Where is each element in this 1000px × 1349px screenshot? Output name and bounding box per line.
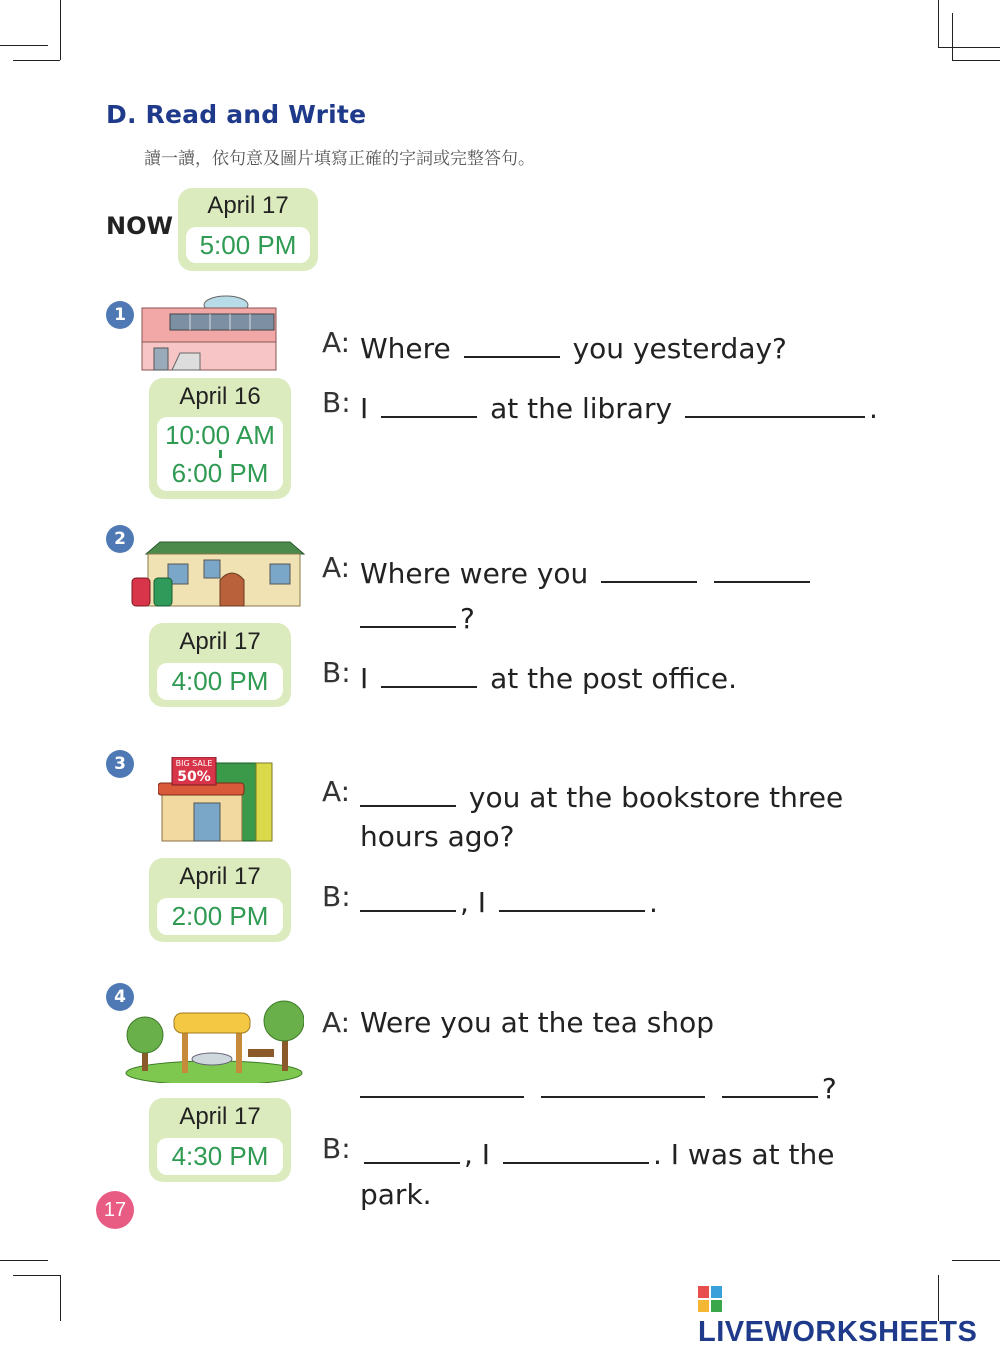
item2-question-cont (356, 596, 475, 635)
answer-blank[interactable] (722, 1066, 818, 1098)
now-date-box (178, 188, 318, 271)
item3-question-cont (360, 820, 515, 853)
item4-date-box (149, 1098, 291, 1182)
liveworksheets-logo (698, 1283, 1000, 1349)
answer-text: , I (460, 886, 487, 919)
question-text: Were you at the tea shop (360, 1006, 715, 1039)
item4-date: April 17 (179, 1103, 261, 1130)
answer-blank[interactable] (364, 1132, 460, 1164)
answer-text: . I was at the (652, 1138, 835, 1171)
item1-time-panel (157, 417, 283, 491)
item4-answer-cont (360, 1178, 432, 1211)
crop-mark (60, 1275, 61, 1321)
crop-mark (938, 47, 1000, 48)
now-date: April 17 (207, 192, 289, 219)
answer-text: at the post office. (490, 662, 738, 695)
answer-text: park. (360, 1178, 432, 1211)
answer-blank[interactable] (360, 880, 456, 912)
answer-text: at the library (490, 392, 673, 425)
brand-name: LIVEWORKSHEETS (698, 1316, 978, 1348)
answer-blank[interactable] (360, 775, 456, 807)
item2-date: April 17 (179, 628, 261, 655)
answer-blank[interactable] (381, 386, 477, 418)
item3-date: April 17 (179, 863, 261, 890)
answer-blank[interactable] (714, 551, 810, 583)
item1-date-box (149, 378, 291, 499)
crop-mark (0, 45, 48, 46)
item1-question (360, 326, 787, 365)
item3-answer (356, 880, 658, 919)
speaker-b: B: (322, 1132, 351, 1165)
question-text: you at the bookstore three (468, 781, 844, 814)
crop-mark (952, 60, 1000, 61)
section-title: D. Read and Write (106, 100, 367, 129)
sale-sign-percent: 50% (177, 769, 211, 785)
speaker-b: B: (322, 880, 351, 913)
crop-mark (0, 1260, 48, 1261)
answer-blank[interactable] (360, 1066, 524, 1098)
item4-time: 4:30 PM (157, 1138, 283, 1175)
question-text: Where were you (360, 557, 589, 590)
park-illustration (124, 995, 304, 1083)
item4-question-cont (356, 1066, 837, 1105)
crop-mark (938, 0, 939, 48)
time-range-tick (219, 450, 222, 458)
item1-date: April 16 (179, 383, 261, 410)
item-number: 3 (106, 750, 134, 778)
question-text: you yesterday? (572, 332, 787, 365)
item2-question (360, 551, 814, 590)
answer-blank[interactable] (360, 596, 456, 628)
answer-blank[interactable] (499, 880, 645, 912)
answer-blank[interactable] (503, 1132, 649, 1164)
speaker-b: B: (322, 386, 351, 419)
item2-date-box (149, 623, 291, 707)
bookstore-illustration (158, 757, 274, 843)
item2-answer (360, 656, 737, 695)
item4-answer (360, 1132, 834, 1171)
answer-blank[interactable] (464, 326, 560, 358)
crop-mark (952, 13, 953, 60)
answer-blank[interactable] (381, 656, 477, 688)
question-text: ? (460, 602, 475, 635)
speaker-a: A: (322, 551, 351, 584)
speaker-b: B: (322, 656, 351, 689)
answer-text: , I (464, 1138, 491, 1171)
answer-blank[interactable] (685, 386, 865, 418)
question-text: Where (360, 332, 451, 365)
logo-icon (698, 1286, 722, 1312)
sale-sign-text: BIG SALE (175, 759, 213, 768)
crop-mark (13, 60, 60, 61)
speaker-a: A: (322, 775, 351, 808)
answer-text: I (360, 662, 369, 695)
item4-question (360, 1006, 714, 1039)
item1-time-start: 10:00 AM (165, 420, 275, 450)
item1-time-end: 6:00 PM (171, 458, 269, 488)
speaker-a: A: (322, 326, 351, 359)
answer-text: . (648, 886, 658, 919)
library-illustration (140, 293, 278, 373)
item-number: 2 (106, 525, 134, 553)
page-number: 17 (96, 1191, 134, 1229)
now-time: 5:00 PM (186, 227, 310, 263)
item2-time: 4:00 PM (157, 663, 283, 700)
crop-mark (13, 1275, 60, 1276)
answer-text: . (868, 392, 878, 425)
crop-mark (60, 0, 61, 60)
question-text: hours ago? (360, 820, 515, 853)
item1-answer (360, 386, 878, 425)
question-text: ? (821, 1072, 837, 1105)
crop-mark (952, 1260, 1000, 1261)
speaker-a: A: (322, 1006, 351, 1039)
item3-date-box (149, 858, 291, 942)
item-number: 1 (106, 301, 134, 329)
now-label: NOW (106, 212, 173, 240)
item-number: 4 (106, 983, 134, 1011)
item3-question (356, 775, 843, 814)
instructions: 讀一讀，依句意及圖片填寫正確的字詞或完整答句。 (144, 149, 535, 169)
item3-time: 2:00 PM (157, 898, 283, 935)
answer-text: I (360, 392, 369, 425)
post-office-illustration (130, 540, 305, 608)
answer-blank[interactable] (541, 1066, 705, 1098)
answer-blank[interactable] (601, 551, 697, 583)
